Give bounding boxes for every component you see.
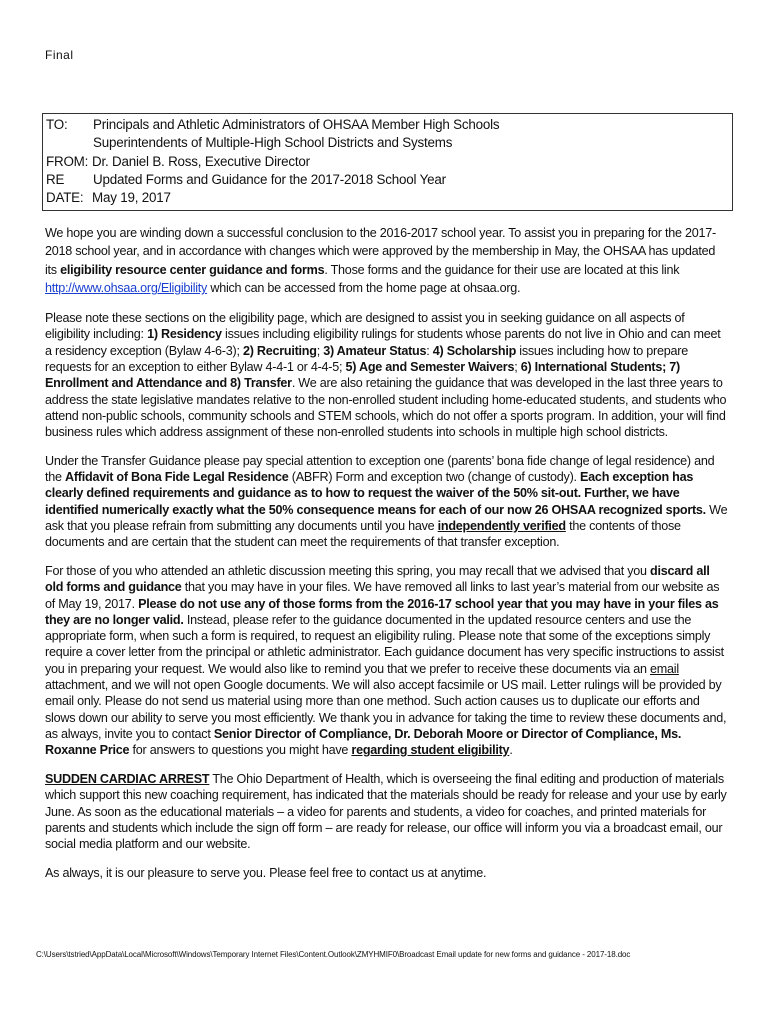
text-run: . Those forms and the guidance for their use are located at this link: [324, 262, 680, 277]
text-run: for answers to questions you might have: [129, 743, 352, 758]
text-run-bold-underline: independently verified: [437, 518, 566, 533]
text-run: For those of you who attended an athletic discussion meeting this spring, you may recall that we advised that you: [45, 563, 651, 578]
text-run-bold-underline: regarding student eligibility: [351, 743, 510, 758]
text-run: .: [509, 743, 513, 758]
text-run: ;: [316, 343, 324, 358]
paragraph-closing: As always, it is our pleasure to serve you. Please feel free to contact us at anytime.: [45, 865, 487, 880]
text-run-bold: Each exception has clearly defined requirements and guidance as to how to request the waiver of the 50% sit-out. Further, we have identified numerically exactly what the 50% consequence means for each of our now 26 OHSAA recognized sports.: [45, 470, 706, 517]
memo-to-value: Principals and Athletic Administrators of OHSAA Member High Schools: [93, 117, 500, 132]
text-run: which can be accessed from the home page at ohsaa.org.: [207, 281, 521, 296]
paragraph-transfer-guidance: [45, 453, 730, 551]
memo-re-value: Updated Forms and Guidance for the 2017-2018 School Year: [93, 171, 446, 187]
text-run: The Ohio Department of Health, which is overseeing the final editing and production of materials which support this new coaching requirement, has indicated that the materials should be ready for release and your use by early June. As soon as the educational materials – a video for parents and students, a video for coaches, and printed materials for parents and students which include the sign off form – are ready for release, our office will inform you via a broadcast email, our social media platform and our website.: [45, 771, 727, 852]
memo-date-row: [46, 189, 732, 207]
text-run: issues including how to prepare requests for an exception to either Bylaw 4-4-1 or 4-4-5;: [45, 343, 688, 374]
text-run-bold: 2) Recruiting: [242, 343, 317, 358]
footer-file-path: C:\Users\tstried\AppData\Local\Microsoft\Windows\Temporary Internet Files\Content.Outlook\ZMYHMIF0\Broadcast Email update for new forms and guidance - 2017-18.doc: [36, 950, 631, 959]
text-run: the contents of those documents and are certain that the student can meet the requirements of that transfer exception.: [45, 518, 681, 550]
text-run-bold: eligibility resource center guidance and forms: [60, 262, 325, 277]
memo-re-label: RE: [46, 171, 65, 187]
text-run-bold: 3) Amateur Status: [323, 343, 427, 358]
memo-header: [42, 113, 733, 211]
text-run: :: [426, 343, 433, 358]
text-run-bold: Please do not use any of those forms from the 2016-17 school year that you may have in your files as they are no longer valid.: [45, 596, 719, 627]
text-run-underline: email: [650, 661, 679, 676]
text-run: (ABFR) Form and exception two (change of custody).: [288, 470, 581, 485]
eligibility-link[interactable]: http://www.ohsaa.org/Eligibility: [45, 281, 208, 296]
memo-date-value: May 19, 2017: [92, 190, 171, 206]
text-run-bold: Senior Director of Compliance, Dr. Deborah Moore or Director of Compliance, Ms. Roxanne Price: [45, 726, 682, 758]
document-status-label: Final: [45, 48, 74, 62]
text-run-bold: 6) International Students; 7) Enrollment and Attendance and 8) Transfer: [45, 359, 680, 391]
text-run: . We are also retaining the guidance that was developed in the last three years to address the state legislative mandates relative to the non-enrolled student including home-educated students, and students who attend non-public schools, community schools and STEM schools, which do not offer a sports program. In addition, your will find business rules which address assignment of these non-enrolled students into schools in multiple high school districts.: [45, 376, 727, 440]
text-run-bold: 1) Residency: [147, 327, 222, 342]
paragraph-sudden-cardiac-arrest: [45, 771, 730, 852]
text-run-bold: discard all old forms and guidance: [45, 563, 710, 595]
text-run-bold: 5) Age and Semester Waivers: [345, 359, 515, 374]
text-run: that you may have in your files. We have removed all links to last year’s material from our website as of May 19, 2017.: [45, 580, 720, 611]
memo-from-row: [46, 153, 732, 171]
memo-from-value: Dr. Daniel B. Ross, Executive Director: [92, 153, 310, 169]
memo-from-label: FROM:: [46, 153, 89, 169]
paragraph-intro: [45, 224, 730, 298]
memo-body: [45, 224, 730, 893]
memo-to-row: [46, 116, 732, 134]
memo-re-row: [46, 171, 732, 189]
memo-date-label: DATE:: [46, 190, 84, 206]
text-run: We ask that you please refrain from submitting any documents until you have: [45, 502, 728, 533]
memo-to-value-continued: Superintendents of Multiple-High School Districts and Systems: [93, 135, 453, 151]
text-run: Instead, please refer to the guidance documented in the updated resource centers and use the appropriate form, when such a form is required, to request an eligibility ruling. Please note that some of the exceptions simply require a cover letter from the principal or athletic administrator. Each guidance document has very specific instructions to assist you in preparing your request. We would also like to remind you that we prefer to receive these documents via an: [45, 612, 724, 676]
text-run-bold: Affidavit of Bona Fide Legal Residence: [65, 470, 289, 485]
section-heading-sudden-cardiac-arrest: SUDDEN CARDIAC ARREST: [45, 771, 210, 786]
text-run: We hope you are winding down a successful conclusion to the 2016-2017 school year. To assist you in preparing for the 2017-2018 school year, and in accordance with changes which were approved by the membership in May, the OHSAA has updated its: [45, 226, 716, 277]
text-run-bold: 4) Scholarship: [432, 343, 517, 358]
text-run: issues including eligibility rulings for students whose parents do not live in Ohio and can meet a residency exception (Bylaw 4-6-3);: [45, 327, 721, 358]
paragraph-eligibility-sections: [45, 310, 730, 440]
memo-to-label: TO:: [46, 117, 68, 132]
paragraph-old-forms: [45, 563, 730, 759]
text-run: Please note these sections on the eligibility page, which are designed to assist you in seeking guidance on all aspects of eligibility including:: [45, 311, 685, 342]
text-run: Under the Transfer Guidance please pay special attention to exception one (parents’ bona fide change of legal residence) and the: [45, 453, 715, 485]
text-run: attachment, and we will not open Google documents. We will also accept facsimile or US mail. Letter rulings will be provided by email only. Please do not send us material using more than one method. Such action causes us to duplicate our efforts and slows down our ability to serve you most efficiently. We thank you in advance for taking the time to review these documents and, as always, invite you to contact: [45, 678, 727, 741]
text-run: ;: [514, 359, 521, 374]
